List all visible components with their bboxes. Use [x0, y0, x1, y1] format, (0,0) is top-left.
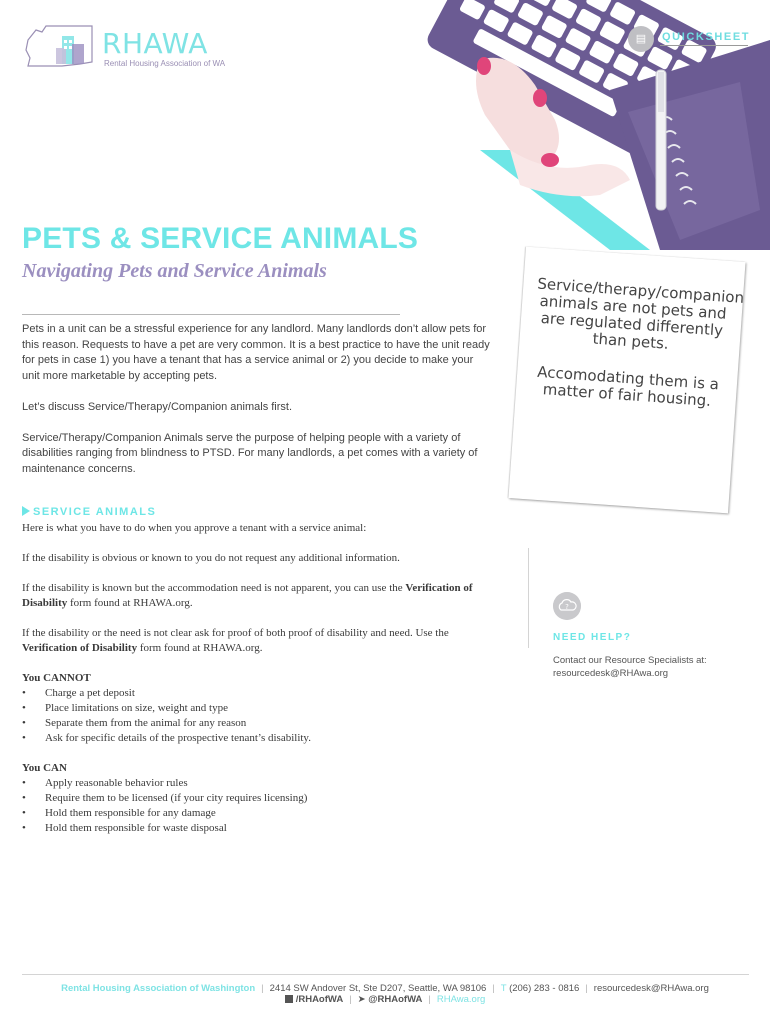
rhawa-logo	[22, 22, 232, 80]
list-item: • Place limitations on size, weight and type	[22, 701, 492, 716]
title-divider	[22, 314, 400, 315]
svg-text:?: ?	[565, 603, 569, 611]
logo-tagline: Rental Housing Association of WA	[104, 59, 226, 68]
can-list	[22, 776, 492, 836]
intro-paragraph: Pets in a unit can be a stressful experience for any landlord. Many landlords don’t allow pets for this reason. Requests to have a pet are very common. It is a best practice to have the unit ready for pets in case 1) you have a tenant that has a service animal or 2) you decide to make your unit more marketable by accepting pets.	[22, 323, 490, 382]
sa-paragraph: If the disability or the need is not clear ask for proof of both proof of disability and need. Use the Verification of Disability form found at RHAWA.org.	[22, 627, 449, 654]
list-item: • Hold them responsible for any damage	[22, 806, 492, 821]
hero-teal-stripe	[480, 150, 650, 250]
list-item: • Separate them from the animal for any reason	[22, 716, 492, 731]
help-text	[553, 655, 707, 680]
quicksheet-label: QUICKSHEET	[662, 31, 751, 43]
footer-phone-label: T	[500, 983, 507, 994]
footer-phone: (206) 283 - 0816	[509, 983, 580, 994]
can-title: You CAN	[22, 762, 67, 774]
cannot-list	[22, 686, 492, 746]
help-cloud-icon	[553, 592, 581, 620]
note-paragraph: Accomodating them is a matter of fair housing.	[536, 362, 720, 410]
list-item: • Hold them responsible for waste disposal	[22, 821, 492, 836]
footer-contact: Rental Housing Association of Washington | 2414 SW Andover St, Ste D207, Seattle, WA 98106 | T (206) 283 - 0816 | resourcedesk@RHAwa.org	[61, 983, 709, 994]
cannot-title: You CANNOT	[22, 672, 91, 684]
facebook-icon	[285, 995, 293, 1003]
callout-note	[508, 247, 745, 514]
intro-paragraph: Service/Therapy/Companion Animals serve the purpose of helping people with a variety of disabilities ranging from blindness to PTSD. For many landlords, a pet comes with a variety of maintenance concerns.	[22, 431, 478, 475]
footer-org: Rental Housing Association of Washington	[61, 983, 256, 994]
washington-state-icon	[22, 22, 104, 80]
twitter-icon: ➤	[357, 994, 366, 1005]
help-title: NEED HELP?	[553, 632, 632, 643]
list-item: • Ask for specific details of the prospective tenant’s disability.	[22, 731, 492, 746]
sa-lead: Here is what you have to do when you approve a tenant with a service animal:	[22, 522, 367, 534]
help-email[interactable]: resourcedesk@RHAwa.org	[553, 667, 669, 679]
footer-facebook[interactable]: /RHAofWA	[295, 994, 344, 1005]
intro-paragraph: Let’s discuss Service/Therapy/Companion animals first.	[22, 400, 293, 413]
page-subtitle: Navigating Pets and Service Animals	[22, 260, 327, 282]
list-item: • Apply reasonable behavior rules	[22, 776, 492, 791]
side-divider	[528, 548, 529, 648]
service-animals-section	[22, 521, 492, 851]
sa-paragraph: If the disability is obvious or known to you do not request any additional information.	[22, 552, 400, 564]
note-paragraph: Service/therapy/companion animals are not pets and are regulated differently than pets.	[536, 274, 745, 353]
footer-address: 2414 SW Andover St, Ste D207, Seattle, WA 98106	[269, 983, 487, 994]
list-item: • Require them to be licensed (if your city requires licensing)	[22, 791, 492, 806]
intro-section	[22, 322, 492, 493]
triangle-bullet-icon	[22, 506, 30, 516]
sa-paragraph: If the disability is known but the accommodation need is not apparent, you can use the Verification of Disability form found at RHAWA.org.	[22, 582, 473, 609]
pen-graphic	[656, 70, 666, 210]
quicksheet-rule	[660, 45, 748, 46]
footer-email[interactable]: resourcedesk@RHAwa.org	[593, 983, 709, 994]
page-title: PETS & SERVICE ANIMALS	[22, 222, 419, 255]
footer-twitter[interactable]: @RHAofWA	[368, 994, 423, 1005]
quicksheet-icon: ▤	[628, 26, 654, 52]
footer-site[interactable]: RHAwa.org	[436, 994, 486, 1005]
help-line: Contact our Resource Specialists at:	[553, 655, 707, 666]
list-item: • Charge a pet deposit	[22, 686, 492, 701]
service-animals-heading: SERVICE ANIMALS	[22, 506, 156, 518]
footer-divider	[22, 974, 749, 975]
logo-name: RHAWA	[102, 27, 208, 60]
footer-social: /RHAofWA | ➤ @RHAofWA | RHAwa.org	[0, 994, 770, 1005]
